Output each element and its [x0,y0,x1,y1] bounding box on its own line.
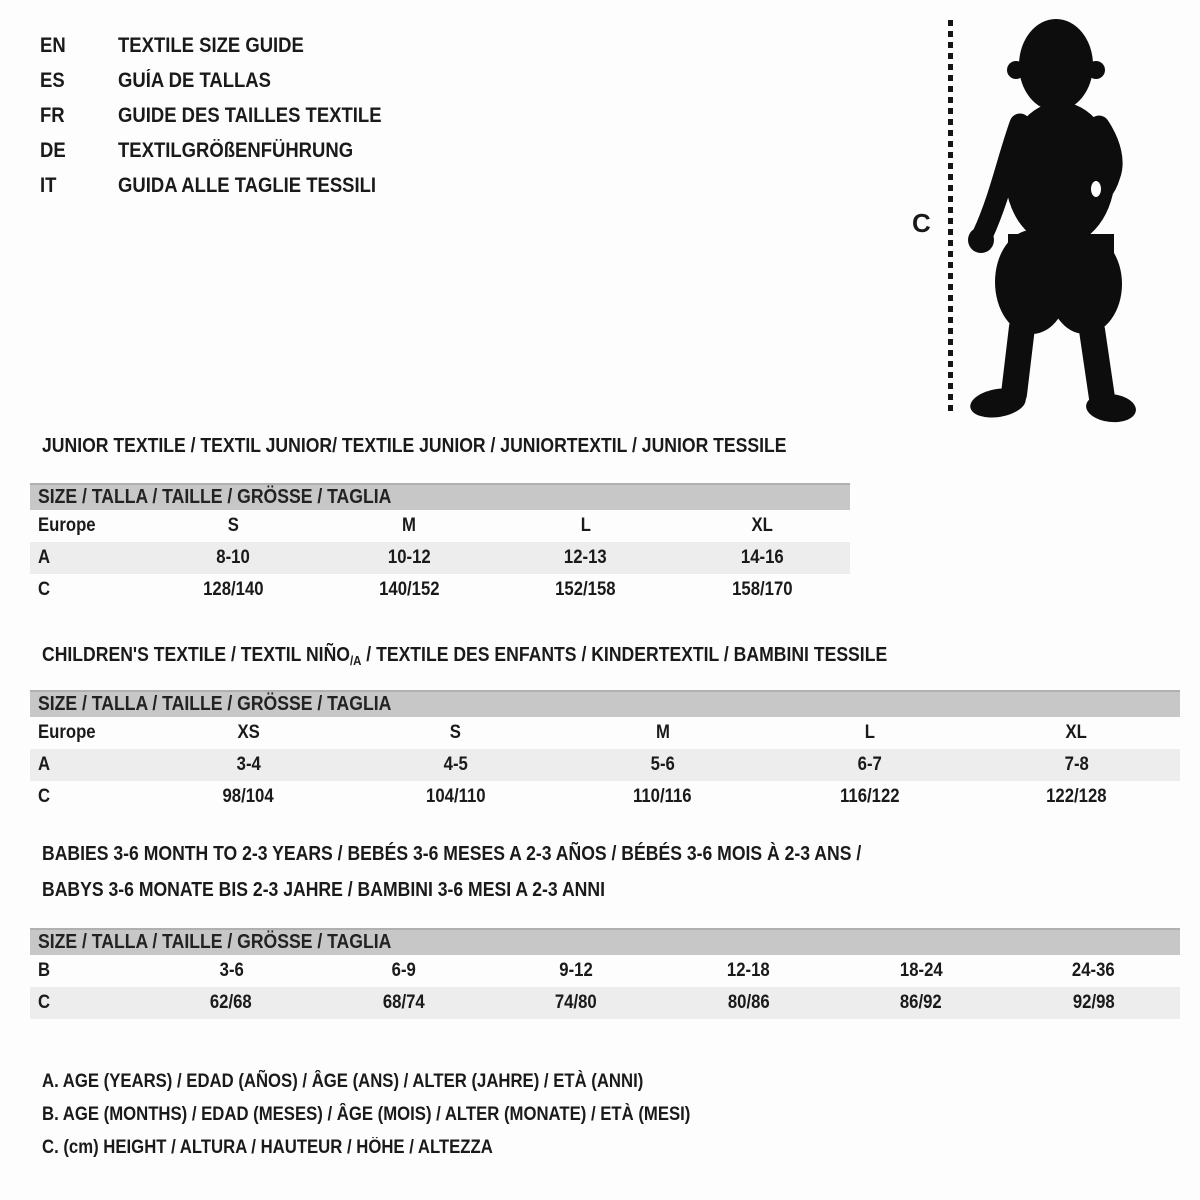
table-cell: 7-8 [1064,754,1089,775]
table-cell: S [227,515,239,536]
table-cell: 9-12 [559,960,593,981]
footnote-c: C. (cm) HEIGHT / ALTURA / HAUTEUR / HÖHE / ALTEZZA [42,1137,493,1158]
height-measure-line [948,20,953,416]
table-cell: 12-18 [727,960,771,981]
row-label: Europe [38,515,96,536]
language-title: GUÍA DE TALLAS [118,69,271,92]
table-cell: 92/98 [1072,992,1115,1013]
language-title: GUIDE DES TAILLES TEXTILE [118,104,382,127]
row-label: B [38,960,51,981]
table-cell: M [402,515,417,536]
table-cell: 4-5 [443,754,468,775]
table-cell: M [655,722,670,743]
footnote-b: B. AGE (MONTHS) / EDAD (MESES) / ÂGE (MOIS) / ALTER (MONATE) / ETÀ (MESI) [42,1104,691,1125]
language-row [40,28,417,63]
table-cell: 68/74 [382,992,425,1013]
table-cell: 98/104 [222,786,275,807]
junior-section-heading: JUNIOR TEXTILE / TEXTIL JUNIOR/ TEXTILE JUNIOR / JUNIORTEXTIL / JUNIOR TESSILE [42,435,787,457]
table-cell: 6-9 [391,960,416,981]
table-cell: 122/128 [1046,786,1107,807]
table-cell: 152/158 [555,579,616,600]
language-row [40,63,417,98]
table-cell: 86/92 [900,992,943,1013]
table-cell: 128/140 [202,579,264,600]
children-section-heading: CHILDREN'S TEXTILE / TEXTIL $NIÑO_{/A}$ / TEXTILE DES ENFANTS / KINDERTEXTIL / BAMBINI TESSILE [42,644,888,668]
table-row [30,510,850,542]
table-cell: 10-12 [387,547,431,568]
row-label: A [38,547,51,568]
table-cell: 104/110 [425,786,486,807]
table-cell: 24-36 [1072,960,1116,981]
table-row [30,542,850,574]
table-cell: 3-4 [236,754,261,775]
language-title-block [40,28,417,203]
table-cell: 3-6 [219,960,244,981]
footnote-a: A. AGE (YEARS) / EDAD (AÑOS) / ÂGE (ANS) / ALTER (JAHRE) / ETÀ (ANNI) [42,1071,644,1092]
language-code: FR [40,104,65,127]
language-code: EN [40,34,66,57]
table-row [30,717,1180,749]
table-cell: 140/152 [379,579,440,600]
language-row [40,133,417,168]
language-code: DE [40,139,66,162]
row-label: Europe [38,722,96,743]
table-cell: L [580,515,591,536]
language-row [40,98,417,133]
children-size-table [30,690,1180,813]
table-cell: 62/68 [210,992,253,1013]
size-header-bar: SIZE / TALLA / TAILLE / GRÖSSE / TAGLIA [30,690,1180,717]
table-cell: 158/170 [731,579,793,600]
table-cell: 5-6 [650,754,675,775]
language-title: GUIDA ALLE TAGLIE TESSILI [118,174,377,197]
table-cell: 12-13 [564,547,608,568]
table-cell: 6-7 [857,754,882,775]
row-label: C [38,992,51,1013]
table-cell: S [449,722,462,743]
junior-size-table [30,483,850,606]
language-row [40,168,417,203]
table-row [30,781,1180,813]
table-cell: 80/86 [727,992,770,1013]
babies-section-heading-line2: BABYS 3-6 MONATE BIS 2-3 JAHRE / BAMBINI 3-6 MESI A 2-3 ANNI [42,879,605,901]
table-cell: XL [1065,722,1088,743]
table-cell: 110/116 [633,786,692,807]
table-row [30,987,1180,1019]
table-cell: XS [237,722,260,743]
table-cell: 8-10 [216,547,250,568]
babies-section-heading-line1: BABIES 3-6 MONTH TO 2-3 YEARS / BEBÉS 3-6 MESES A 2-3 AÑOS / BÉBÉS 3-6 MOIS À 2-3 ANS / [42,843,862,865]
figure-height-label: C [912,208,931,238]
language-title: TEXTILE SIZE GUIDE [118,34,304,57]
table-row [30,749,1180,781]
row-label: C [38,786,51,807]
table-cell: L [864,722,875,743]
table-cell: 14-16 [740,547,784,568]
table-cell: 74/80 [555,992,598,1013]
table-cell: 116/122 [839,786,900,807]
row-label: A [38,754,51,775]
size-header-bar: SIZE / TALLA / TAILLE / GRÖSSE / TAGLIA [30,483,850,510]
language-title: TEXTILGRÖßENFÜHRUNG [118,139,354,162]
table-row [30,955,1180,987]
babies-size-table [30,928,1180,1019]
size-header-bar: SIZE / TALLA / TAILLE / GRÖSSE / TAGLIA [30,928,1180,955]
footnote-legend [42,1065,779,1164]
table-cell: XL [751,515,773,536]
row-label: C [38,579,51,600]
language-code: ES [40,69,65,92]
table-cell: 18-24 [899,960,943,981]
table-row [30,574,850,606]
language-code: IT [40,174,57,197]
toddler-silhouette-icon [958,12,1173,426]
